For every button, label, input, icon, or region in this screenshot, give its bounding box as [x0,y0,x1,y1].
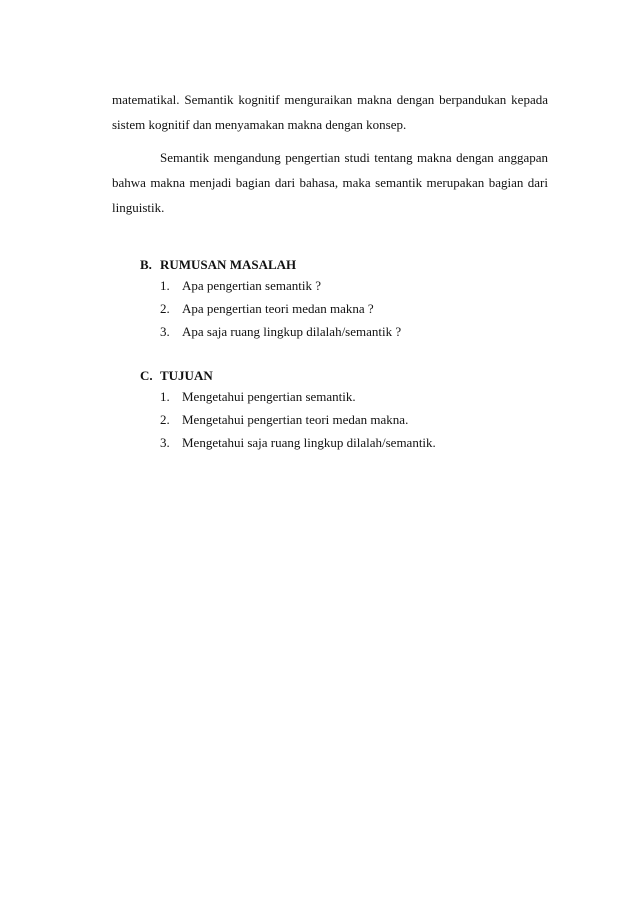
numbered-list [160,385,560,454]
section-heading [140,256,560,274]
numbered-list [160,274,560,343]
list-item-text: Apa pengertian semantik ? [182,278,321,293]
section-heading [140,367,560,385]
section-title: TUJUAN [160,368,213,383]
list-item-number: 3. [160,324,170,339]
list-item [160,408,560,431]
list-item-number: 1. [160,389,170,404]
list-item-text: Apa saja ruang lingkup dilalah/semantik ? [182,324,402,339]
section-letter: C. [140,368,153,383]
list-item [160,274,560,297]
section-letter: B. [140,257,152,272]
section-rumusan-masalah [140,256,560,343]
list-item-text: Mengetahui saja ruang lingkup dilalah/semantik. [182,435,436,450]
list-item-number: 3. [160,435,170,450]
list-item-text: Mengetahui pengertian semantik. [182,389,356,404]
intro-paragraph-2: Semantik mengandung pengertian studi tentang makna dengan anggapan bahwa makna menjadi bagian dari bahasa, maka semantik merupakan bagian dari linguistik. [112,150,548,215]
list-item-number: 2. [160,412,170,427]
list-item-number: 1. [160,278,170,293]
list-item [160,385,560,408]
list-item-number: 2. [160,301,170,316]
list-item-text: Mengetahui pengertian teori medan makna. [182,412,409,427]
list-item [160,431,560,454]
intro-paragraph-1: matematikal. Semantik kognitif menguraikan makna dengan berpandukan kepada sistem kognitif dan menyamakan makna dengan konsep. [112,92,548,132]
list-item [160,297,560,320]
section-tujuan [140,367,560,454]
list-item-text: Apa pengertian teori medan makna ? [182,301,374,316]
section-title: RUMUSAN MASALAH [160,257,297,272]
list-item [160,320,560,343]
